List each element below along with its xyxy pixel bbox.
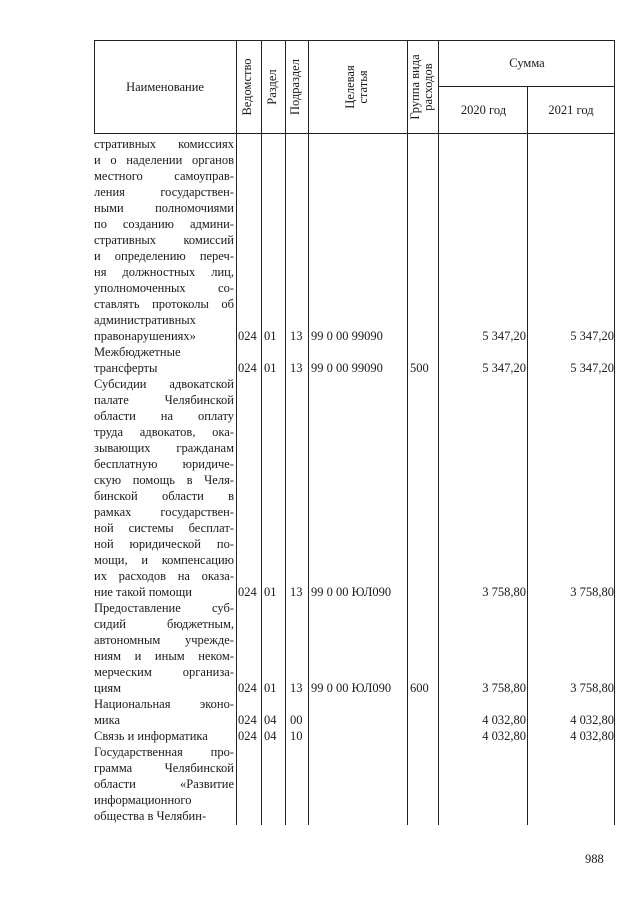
row-name-line: циям: [94, 681, 122, 695]
row-name-line: трансферты: [94, 361, 158, 375]
row-ved-cell: 024: [238, 729, 257, 743]
col-divider: [407, 40, 408, 825]
row-sum2020-cell: 3 758,80: [482, 681, 526, 695]
row-name-line: грамма Челябинской: [94, 761, 234, 775]
row-name-line: мощи, и компенсацию: [94, 553, 234, 567]
row-name-line: ными полномочиями: [94, 201, 234, 215]
header-podrazdel: Подраздел: [288, 59, 302, 115]
row-name-line: и определению переч-: [94, 249, 234, 263]
row-ved-cell: 024: [238, 361, 257, 375]
row-sum2021-cell: 4 032,80: [570, 729, 614, 743]
row-name-line: мерческим организа-: [94, 665, 234, 679]
row-name-line: ня должностных лиц,: [94, 265, 234, 279]
row-name-line: правонарушениях»: [94, 329, 196, 343]
row-sum2021-cell: 4 032,80: [570, 713, 614, 727]
row-sum2021-cell: 5 347,20: [570, 329, 614, 343]
row-name-line: скую помощь в Челя-: [94, 473, 234, 487]
row-podrazdel-cell: 13: [290, 681, 303, 695]
header-target: [344, 47, 372, 127]
row-name-line: местного самоуправ-: [94, 169, 234, 183]
sum-subheader-line: [438, 86, 614, 87]
row-name-line: и о наделении органов: [94, 153, 234, 167]
row-podrazdel-cell: 00: [290, 713, 303, 727]
row-razdel-cell: 01: [264, 585, 277, 599]
row-ved-cell: 024: [238, 329, 257, 343]
row-sum2021-cell: 3 758,80: [570, 585, 614, 599]
row-name-line: бесплатную юридиче-: [94, 457, 234, 471]
row-name-line: общества в Челябин-: [94, 809, 207, 823]
row-name-line: Национальная эконо-: [94, 697, 234, 711]
row-name-line: стративных комиссий: [94, 233, 234, 247]
header-razdel: Раздел: [265, 69, 279, 105]
header-name: Наименование: [126, 80, 204, 94]
header-group-line1: Группа вида: [408, 54, 422, 120]
row-ved-cell: 024: [238, 713, 257, 727]
page-number: 988: [585, 852, 604, 866]
col-divider: [308, 40, 309, 825]
row-name-line: Субсидии адвокатской: [94, 377, 234, 391]
row-name-line: ниям и иным неком-: [94, 649, 234, 663]
row-razdel-cell: 01: [264, 361, 277, 375]
row-sum2020-cell: 4 032,80: [482, 713, 526, 727]
header-vedomstvo: Ведомство: [240, 58, 254, 116]
header-sum: Сумма: [509, 56, 545, 70]
row-ved-cell: 024: [238, 681, 257, 695]
row-name-line: Связь и информатика: [94, 729, 208, 743]
row-name-line: области «Развитие: [94, 777, 234, 791]
row-target-cell: 99 0 00 99090: [311, 361, 383, 375]
row-group-cell: 500: [410, 361, 429, 375]
row-razdel-cell: 01: [264, 681, 277, 695]
row-sum2020-cell: 5 347,20: [482, 329, 526, 343]
header-group: [409, 47, 437, 127]
header-target-line1: Целевая: [343, 65, 357, 109]
row-group-cell: 600: [410, 681, 429, 695]
row-name-line: Предоставление суб-: [94, 601, 234, 615]
row-name-line: Государственная про-: [94, 745, 234, 759]
table-left-border: [94, 40, 95, 134]
row-name-line: ставлять протоколы об: [94, 297, 234, 311]
col-divider: [261, 40, 262, 825]
row-sum2020-cell: 3 758,80: [482, 585, 526, 599]
row-name-line: ной юридической по-: [94, 537, 234, 551]
row-razdel-cell: 01: [264, 329, 277, 343]
row-name-line: рамках государствен-: [94, 505, 234, 519]
row-podrazdel-cell: 13: [290, 585, 303, 599]
row-name-line: ной системы бесплат-: [94, 521, 234, 535]
col-divider: [438, 40, 439, 825]
header-target-line2: статья: [356, 70, 370, 104]
row-name-line: мика: [94, 713, 121, 727]
row-sum2021-cell: 5 347,20: [570, 361, 614, 375]
row-target-cell: 99 0 00 ЮЛ090: [311, 585, 392, 599]
row-name-line: Межбюджетные: [94, 345, 181, 359]
row-name-line: ления государствен-: [94, 185, 234, 199]
row-name-line: бинской области в: [94, 489, 234, 503]
row-razdel-cell: 04: [264, 729, 277, 743]
col-divider: [236, 40, 237, 825]
table-right-border: [614, 40, 615, 825]
header-year-2021: 2021 год: [548, 103, 594, 117]
row-name-line: труда адвокатов, ока-: [94, 425, 234, 439]
row-podrazdel-cell: 10: [290, 729, 303, 743]
row-name-line: информационного: [94, 793, 192, 807]
row-sum2020-cell: 4 032,80: [482, 729, 526, 743]
row-podrazdel-cell: 13: [290, 361, 303, 375]
row-name-line: стративных комиссиях: [94, 137, 234, 151]
row-razdel-cell: 04: [264, 713, 277, 727]
row-target-cell: 99 0 00 99090: [311, 329, 383, 343]
row-name-line: сидий бюджетным,: [94, 617, 234, 631]
row-name-line: зывающих гражданам: [94, 441, 234, 455]
row-podrazdel-cell: 13: [290, 329, 303, 343]
row-name-line: палате Челябинской: [94, 393, 234, 407]
header-year-2020: 2020 год: [460, 103, 507, 117]
row-name-line: административных: [94, 313, 196, 327]
row-ved-cell: 024: [238, 585, 257, 599]
table-top-border: [94, 40, 614, 41]
row-target-cell: 99 0 00 ЮЛ090: [311, 681, 392, 695]
row-name-line: их расходов на оказа-: [94, 569, 234, 583]
row-sum2020-cell: 5 347,20: [482, 361, 526, 375]
col-divider: [285, 40, 286, 825]
row-name-line: области на оплату: [94, 409, 234, 423]
row-name-line: по созданию админи-: [94, 217, 234, 231]
row-sum2021-cell: 3 758,80: [570, 681, 614, 695]
row-name-line: ние такой помощи: [94, 585, 192, 599]
header-bottom-border: [94, 133, 614, 134]
header-group-line2: расходов: [421, 63, 435, 111]
row-name-line: уполномоченных со-: [94, 281, 234, 295]
row-name-line: автономным учрежде-: [94, 633, 234, 647]
